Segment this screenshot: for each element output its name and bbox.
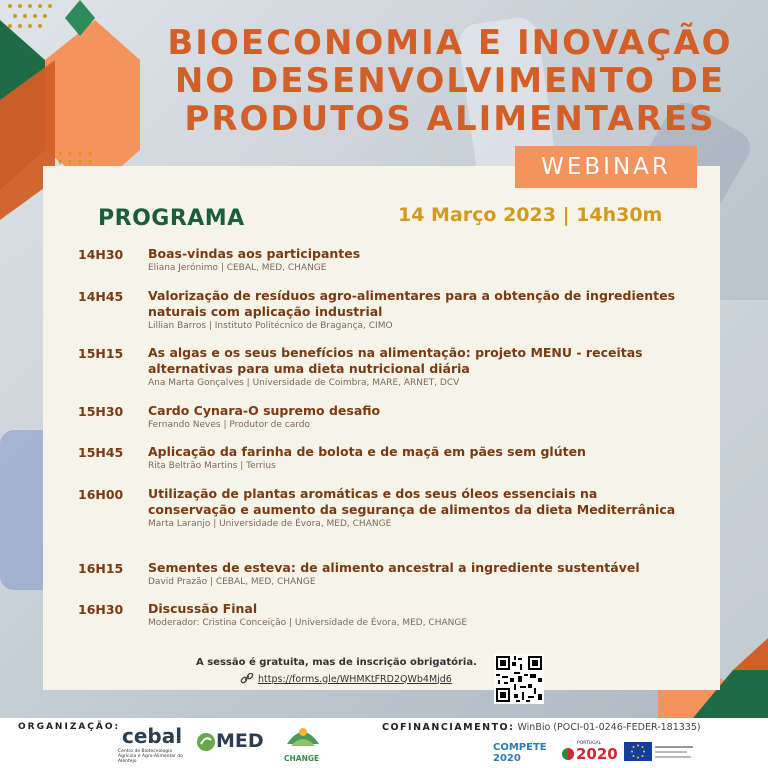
qr-code[interactable] [494, 654, 544, 704]
change-logo [280, 722, 326, 766]
registration-note: A sessão é gratuita, mas de inscrição obrigatória. [196, 657, 477, 668]
event-title [150, 24, 750, 138]
agenda-title: Discussão Final [148, 601, 258, 616]
agenda-talk [148, 403, 688, 431]
agenda-talk [148, 601, 688, 629]
link-icon [240, 673, 254, 685]
cofinancing-text [382, 722, 701, 733]
agenda-title: Sementes de esteva: de alimento ancestral a ingrediente sustentável [148, 560, 640, 575]
compete-logo [493, 740, 553, 766]
agenda-speaker: Fernando Neves | Produtor de cardo [148, 420, 310, 430]
registration-link[interactable]: https://forms.gle/WHMKtFRD2QWb4Mjd6 [258, 673, 452, 685]
agenda-time: 14H45 [78, 289, 124, 304]
agenda-speaker: Marta Laranjo | Universidade de Évora, MED, CHANGE [148, 519, 392, 529]
portugal-2020-text: 2020 [576, 745, 618, 763]
agenda-talk [148, 486, 688, 530]
compete-logo-text: COMPETE 2020 [493, 742, 547, 764]
cebal-logo-text: cebal [122, 724, 183, 748]
eu-logo [624, 742, 696, 762]
registration-link-row [240, 673, 452, 685]
agenda-time: 14H30 [78, 247, 124, 262]
agenda-time: 16H30 [78, 602, 124, 617]
cebal-logo [114, 726, 186, 766]
portugal-flag-icon [561, 747, 575, 761]
agenda-time: 16H00 [78, 487, 124, 502]
agenda-time: 15H30 [78, 404, 124, 419]
change-wave-icon [285, 724, 321, 750]
portugal-2020-logo [561, 741, 619, 765]
programa-heading: PROGRAMA [98, 206, 245, 231]
agenda-title: Cardo Cynara-O supremo desafio [148, 403, 381, 418]
agenda-speaker: Eliana Jerónimo | CEBAL, MED, CHANGE [148, 263, 327, 273]
med-logo-text: MED [216, 730, 264, 752]
agenda-title: Utilização de plantas aromáticas e dos seus óleos essenciais na conservação e aumento da segurança de alimentos da dieta Mediterrânica [148, 486, 676, 517]
agenda-talk [148, 246, 688, 274]
agenda-talk [148, 288, 688, 332]
organization-label: ORGANIZAÇÃO: [18, 722, 121, 732]
webinar-badge: WEBINAR [515, 146, 697, 188]
agenda-speaker: Rita Beltrão Martins | Terrius [148, 461, 276, 471]
agenda-talk [148, 444, 688, 472]
cofinancing-label: COFINANCIAMENTO: [382, 722, 515, 733]
eu-flag-icon [624, 742, 652, 761]
change-logo-text: CHANGE [284, 754, 320, 763]
agenda-title: Valorização de resíduos agro-alimentares para a obtenção de ingredientes naturais com aplicação industrial [148, 288, 676, 319]
title-line: BIOECONOMIA E INOVAÇÃO [167, 23, 733, 63]
cebal-logo-subtitle: Centro de Biotecnologia Agrícola e Agro-Alimentar do Alentejo [118, 749, 183, 764]
med-logo [196, 730, 268, 760]
title-line: PRODUTOS ALIMENTARES [184, 99, 716, 139]
cofinancing-value: WinBio (POCI-01-0246-FEDER-181335) [517, 722, 701, 733]
agenda-speaker: David Prazão | CEBAL, MED, CHANGE [148, 577, 316, 587]
agenda-time: 16H15 [78, 561, 124, 576]
event-date-time: 14 Março 2023 | 14h30m [398, 204, 663, 226]
agenda-time: 15H45 [78, 445, 124, 460]
agenda-speaker: Ana Marta Gonçalves | Universidade de Coimbra, MARE, ARNET, DCV [148, 378, 460, 388]
agenda-speaker: Lillian Barros | Instituto Politécnico de Bragança, CIMO [148, 321, 393, 331]
agenda-speaker: Moderador: Cristina Conceição | Universidade de Évora, MED, CHANGE [148, 618, 468, 628]
agenda-title: As algas e os seus benefícios na alimentação: projeto MENU - receitas alternativas para uma dieta nutricional diária [148, 345, 643, 376]
agenda-talk [148, 560, 688, 588]
agenda-time: 15H15 [78, 346, 124, 361]
agenda-title: Boas-vindas aos participantes [148, 246, 361, 261]
title-line: NO DESENVOLVIMENTO DE [174, 61, 726, 101]
agenda-title: Aplicação da farinha de bolota e de maçã em pães sem glúten [148, 444, 586, 459]
agenda-talk [148, 345, 688, 389]
portugal-label: PORTUGAL [577, 741, 602, 746]
med-leaf-icon [196, 732, 216, 752]
